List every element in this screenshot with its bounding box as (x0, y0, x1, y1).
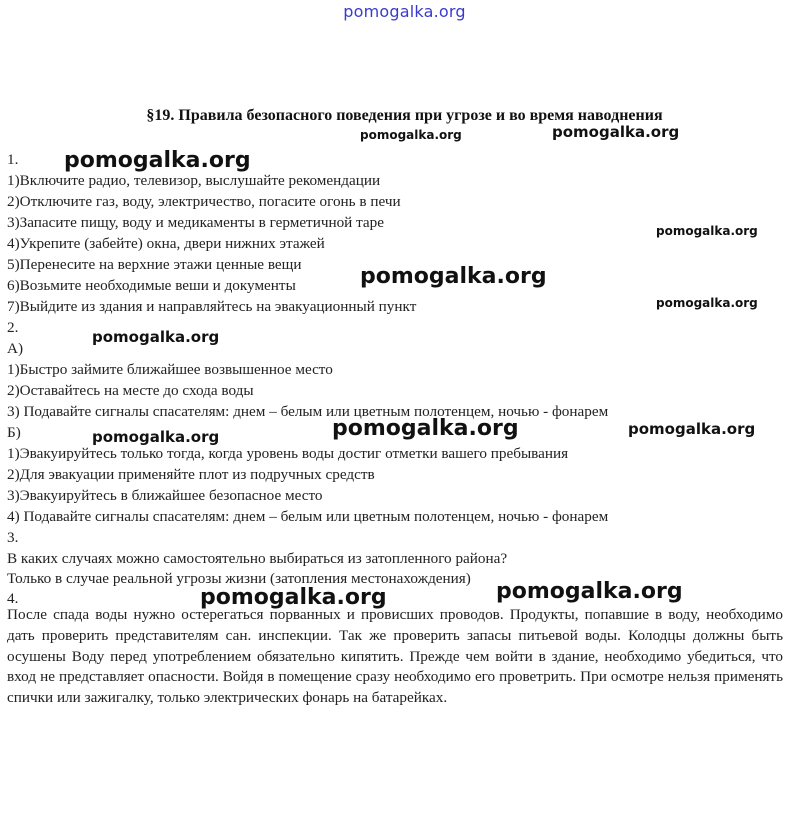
list-item: 1)Быстро займите ближайшее возвышенное место (7, 361, 333, 378)
watermark: pomogalka.org (360, 128, 462, 142)
list-item: 3) Подавайте сигналы спасателям: днем – белым или цветным полотенцем, ночью - фонарем (7, 403, 609, 420)
list-item: 3)Запасите пищу, воду и медикаменты в герметичной таре (7, 214, 385, 231)
list-item: 1. (7, 151, 19, 168)
watermark: pomogalka.org (332, 416, 519, 441)
list-item: 2. (7, 319, 19, 336)
watermark: pomogalka.org (656, 224, 758, 238)
list-item: 2)Отключите газ, воду, электричество, погасите огонь в печи (7, 193, 401, 210)
watermark: pomogalka.org (628, 420, 756, 438)
watermark: pomogalka.org (92, 328, 220, 346)
list-item: 3)Эвакуируйтесь в ближайшее безопасное место (7, 487, 323, 504)
list-item: 4. (7, 590, 19, 607)
watermark: pomogalka.org (656, 296, 758, 310)
list-item: 7)Выйдите из здания и направляйтесь на эвакуационный пункт (7, 298, 417, 315)
list-item: А) (7, 340, 24, 357)
list-item: В каких случаях можно самостоятельно выбираться из затопленного района? (7, 550, 508, 567)
watermark: pomogalka.org (92, 428, 220, 446)
list-item: 2)Для эвакуации применяйте плот из подручных средств (7, 466, 375, 483)
watermark: pomogalka.org (552, 123, 680, 141)
watermark: pomogalka.org (64, 148, 251, 173)
list-item: 6)Возьмите необходимые веши и документы (7, 277, 296, 294)
page-title: §19. Правила безопасного поведения при угрозе и во время наводнения (146, 107, 663, 124)
watermark: pomogalka.org (360, 264, 547, 289)
list-item: Только в случае реальной угрозы жизни (затопления местонахождения) (7, 570, 471, 587)
list-item: 1)Эвакуируйтесь только тогда, когда уровень воды достиг отметки вашего пребывания (7, 445, 569, 462)
list-item: 3. (7, 529, 19, 546)
list-item: 1)Включите радио, телевизор, выслушайте рекомендации (7, 172, 381, 189)
list-item: Б) (7, 424, 21, 441)
watermark: pomogalka.org (496, 579, 683, 604)
list-item: 4)Укрепите (забейте) окна, двери нижних этажей (7, 235, 325, 252)
list-item: 4) Подавайте сигналы спасателям: днем – белым или цветным полотенцем, ночью - фонарем (7, 508, 609, 525)
site-link[interactable]: pomogalka.org (343, 2, 466, 21)
watermark: pomogalka.org (200, 585, 387, 610)
answer-paragraph: После спада воды нужно остерегаться порванных и провисших проводов. Продукты, попавшие в воду, необходимо дать проверить представителям сан. инспекции. Так же проверить запасы питьевой воды. Колодцы должны быть осушены Воду перед употреблением обязательно кипятить. Прежде чем войти в здание, необходимо убедиться, что вход не представляет опасности. Войдя в помещение сразу необходимо его проветрить. При осмотре нельзя применять спички или зажигалку, только электрических фонарь на батарейках. (7, 606, 783, 707)
list-item: 2)Оставайтесь на месте до схода воды (7, 382, 254, 399)
list-item: 5)Перенесите на верхние этажи ценные вещи (7, 256, 302, 273)
